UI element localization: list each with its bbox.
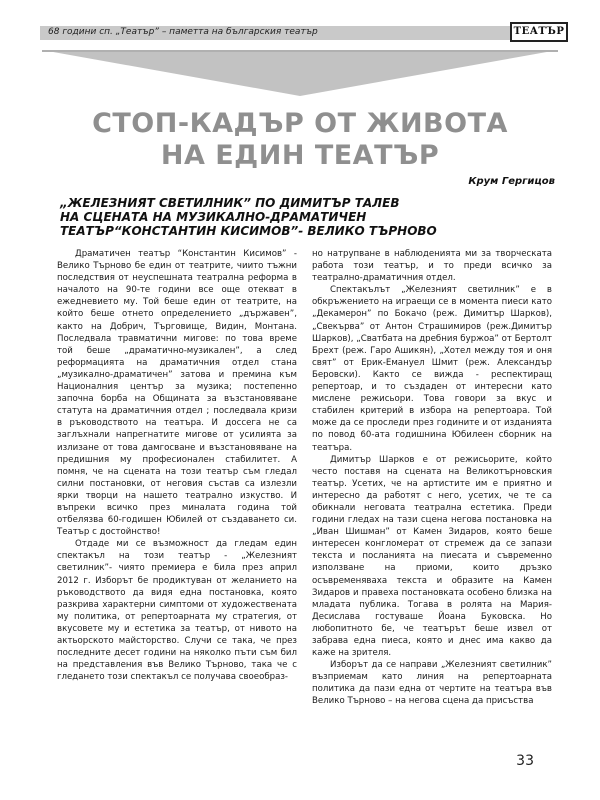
right-column — [312, 248, 552, 708]
article-title — [60, 108, 540, 172]
title-line-1: СТОП-КАДЪР ОТ ЖИВОТА — [92, 108, 508, 139]
subtitle-line-3: ТЕАТЪР“КОНСТАНТИН КИСИМОВ”- ВЕЛИКО ТЪРНОВО — [60, 224, 437, 238]
magazine-logo: ТЕАТЪР — [510, 22, 568, 42]
paragraph: Драматичен театър “Константин Кисимов” - Велико Търново бе един от театрите, чиито тъжни последствия от неуспешната театрална реформа в началото на 90-те години все още отекват в ежедневието му. Той беше един от театрите, на който беше отнето определението „държавен”, както на Добрич, Търговище, Видин, Монтана. Последвала травматични мигове: по това време той беше „драматично-музикален”, а след реформацията на драматичния отдел стана „музикално-драматичен” затова и премина към Националния център за музика; постепенно започна борба на Общината за възстановяване статута на драматичния отдел ; последвала кризи в ръководството на театъра. И доссега не са заглъхнали напрегнатите мигове от усилията за излизане от това дамгосване и възстановяване на предишния му професионален стабилитет. А помня, че на сцената на този театър съм гледал силни постановки, от неговия състав са излезли ярки творци на нашето театрално изкуство. И въпреки всичко през миналата година той отбелязва 60-годишен Юбилей от създаването си. Театър с достойнство! — [57, 249, 297, 538]
author-name: Крум Гергицов — [468, 176, 555, 187]
paragraph: Димитър Шарков е от режисьорите, който често поставя на сцената на Великотърновския театър. Усетих, че на артистите им е приятно и интересно да работят с него, усетих, че те са обикнали неговата театрална естетика. Преди години гледах на тази сцена негова постановка на „Иван Шишман” от Камен Зидаров, която беше интересен конгломерат от стремеж да се запази текста и посланията на пиесата и съвременно използване на приоми, които дръзко осъвременяваха текста и образите на Камен Зидаров и правеха постановката особено близка на младата публика. Тогава в ролята на Мария-Десислава гостуваше Йоана Буковска. Но любопитното бе, че театърът беше извел от забрава една пиеса, която и днес има какво да каже на зрителя. — [312, 454, 552, 659]
article-subtitle — [60, 196, 550, 238]
paragraph: Изборът да се направи „Железният светилник” възприемам като линия на репертоарната политика да пази една от чертите на театъра във Велико Търново – на негова сцена да присъства — [312, 660, 552, 707]
paragraph: Отдаде ми се възможност да гледам един спектакъл на този театър - „Железният светилник”- чиято премиера е била през април 2012 г. Изборът бе продиктуван от желанието на ръководството да видя една постановка, която разкрива характерни симптоми от художествената му политика, от репертоарната му стратегия, от вкусовете му и естетика за театър, от нивото на актьорското майсторство. Случи се така, че през последните десет години на няколко пъти съм бил на представления във Велико Търново, така че с гледането този спектакъл се получава своеобраз- — [57, 539, 297, 683]
decorative-divider — [42, 50, 558, 52]
paragraph: Спектакълът „Железният светилник” е в обкръжението на играещи се в момента пиеси като „Декамерон” по Бокачо (реж. Димитър Шарков), „Свекърва” от Антон Страшимиров (реж.Димитър Шарков), „Сватбата на дребния буржоа” от Бертолт Брехт (реж. Гаро Ашикян), „Хотел между тоя и оня свят” от Ерик-Емануел Шмит (реж. Александър Беровски). Както се вижда - респектиращ репертоар, и то създаден от интересни като мислене режисьори. Това говори за вкус и стабилен критерий в избора на репертоара. Той може да се проследи през годините и от изданията по повод 60-ата годишнина Юбилеен сборник на театъра. — [312, 285, 552, 453]
page-number: 33 — [516, 753, 534, 769]
decorative-chevron — [42, 50, 558, 96]
subtitle-line-1: „ЖЕЛЕЗНИЯТ СВЕТИЛНИК” ПО ДИМИТЪР ТАЛЕВ — [60, 196, 400, 210]
title-line-2: НА ЕДИН ТЕАТЪР — [160, 140, 440, 171]
paragraph: но натрупване в наблюденията ми за творческата работа този театър, и то преди всичко за театрално-драматичния отдел. — [312, 249, 552, 284]
subtitle-line-2: НА СЦЕНАТА НА МУЗИКАЛНО-ДРАМАТИЧЕН — [60, 210, 367, 224]
running-title: 68 години сп. „Театър” – паметта на българския театър — [48, 27, 318, 37]
left-column — [57, 248, 297, 683]
